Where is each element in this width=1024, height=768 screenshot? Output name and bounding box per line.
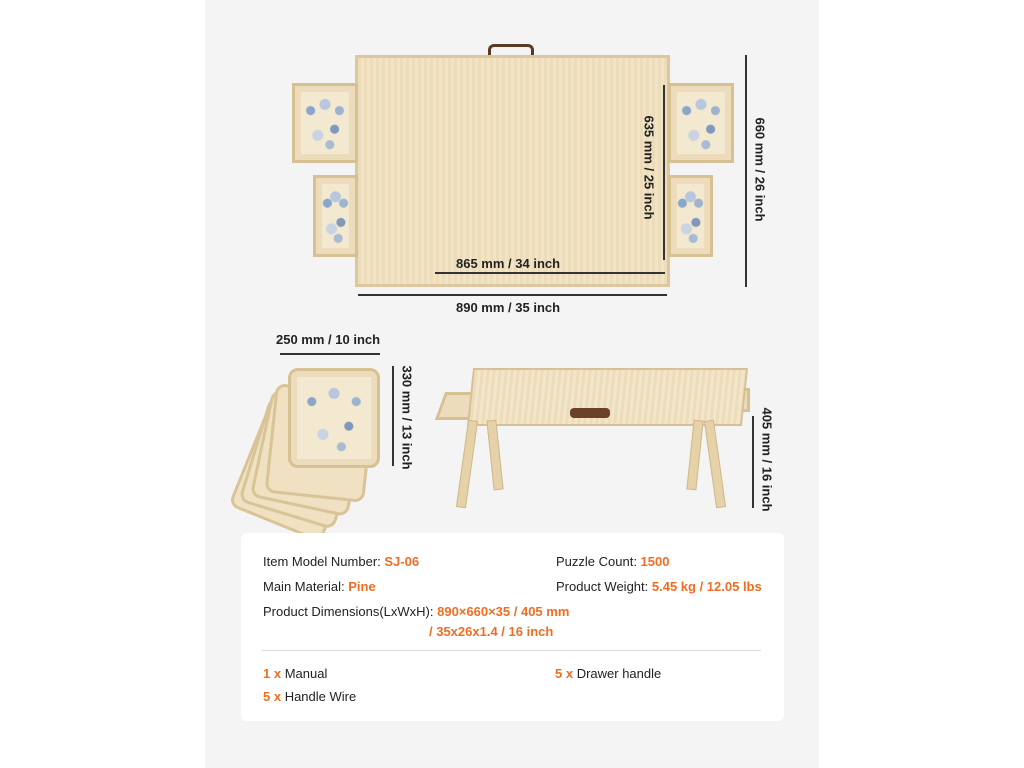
material-value: Pine	[348, 579, 376, 594]
manual-row	[263, 666, 327, 681]
table-height-label: 405 mm / 16 inch	[759, 407, 775, 512]
dims-label: Product Dimensions(LxWxH):	[263, 604, 438, 619]
inner-depth-line	[663, 85, 665, 260]
model-row	[263, 554, 419, 569]
left-tray-upper	[292, 83, 358, 163]
dims-value-1: 890×660×35 / 405 mm	[437, 604, 570, 619]
outer-depth-line	[745, 55, 747, 287]
weight-row	[556, 579, 762, 594]
drawer-depth-label: 330 mm / 13 inch	[399, 365, 415, 470]
drawer-width-label: 250 mm / 10 inch	[276, 332, 381, 347]
material-row	[263, 579, 376, 594]
drawer-width-line	[280, 353, 380, 355]
right-tray-upper	[668, 83, 734, 163]
inner-depth-label: 635 mm / 25 inch	[641, 115, 657, 220]
dims-row	[263, 604, 569, 619]
right-tray-lower	[668, 175, 713, 257]
manual-qty: 1 x	[263, 666, 282, 681]
drawer-handle-row	[555, 666, 661, 681]
puzzle-value: 1500	[640, 554, 670, 569]
puzzle-board-top-view	[355, 55, 670, 287]
drawer-depth-line	[392, 366, 394, 466]
model-value: SJ-06	[384, 554, 420, 569]
inner-width-label: 865 mm / 34 inch	[456, 256, 561, 271]
model-label: Item Model Number:	[263, 554, 385, 569]
puzzle-label: Puzzle Count:	[556, 554, 641, 569]
outer-width-label: 890 mm / 35 inch	[456, 300, 561, 315]
left-tray-lower	[313, 175, 358, 257]
handle-wire-qty: 5 x	[263, 689, 282, 704]
manual-label: Manual	[281, 666, 328, 681]
table-handle	[570, 408, 610, 418]
outer-depth-label: 660 mm / 26 inch	[752, 117, 768, 222]
dims-value-2: / 35x26x1.4 / 16 inch	[429, 624, 554, 639]
divider	[262, 650, 761, 651]
weight-value: 5.45 kg / 12.05 lbs	[651, 579, 762, 594]
inner-width-line	[435, 272, 665, 274]
handle-wire-row	[263, 689, 356, 704]
handle-wire-label: Handle Wire	[281, 689, 357, 704]
weight-label: Product Weight:	[556, 579, 652, 594]
drawer-handle-label: Drawer handle	[573, 666, 662, 681]
material-label: Main Material:	[263, 579, 349, 594]
table-height-line	[752, 416, 754, 508]
stack-tray-1	[288, 368, 380, 468]
dims-row-2	[429, 624, 553, 639]
outer-width-line	[358, 294, 667, 296]
drawer-handle-qty: 5 x	[555, 666, 574, 681]
puzzle-row	[556, 554, 669, 569]
